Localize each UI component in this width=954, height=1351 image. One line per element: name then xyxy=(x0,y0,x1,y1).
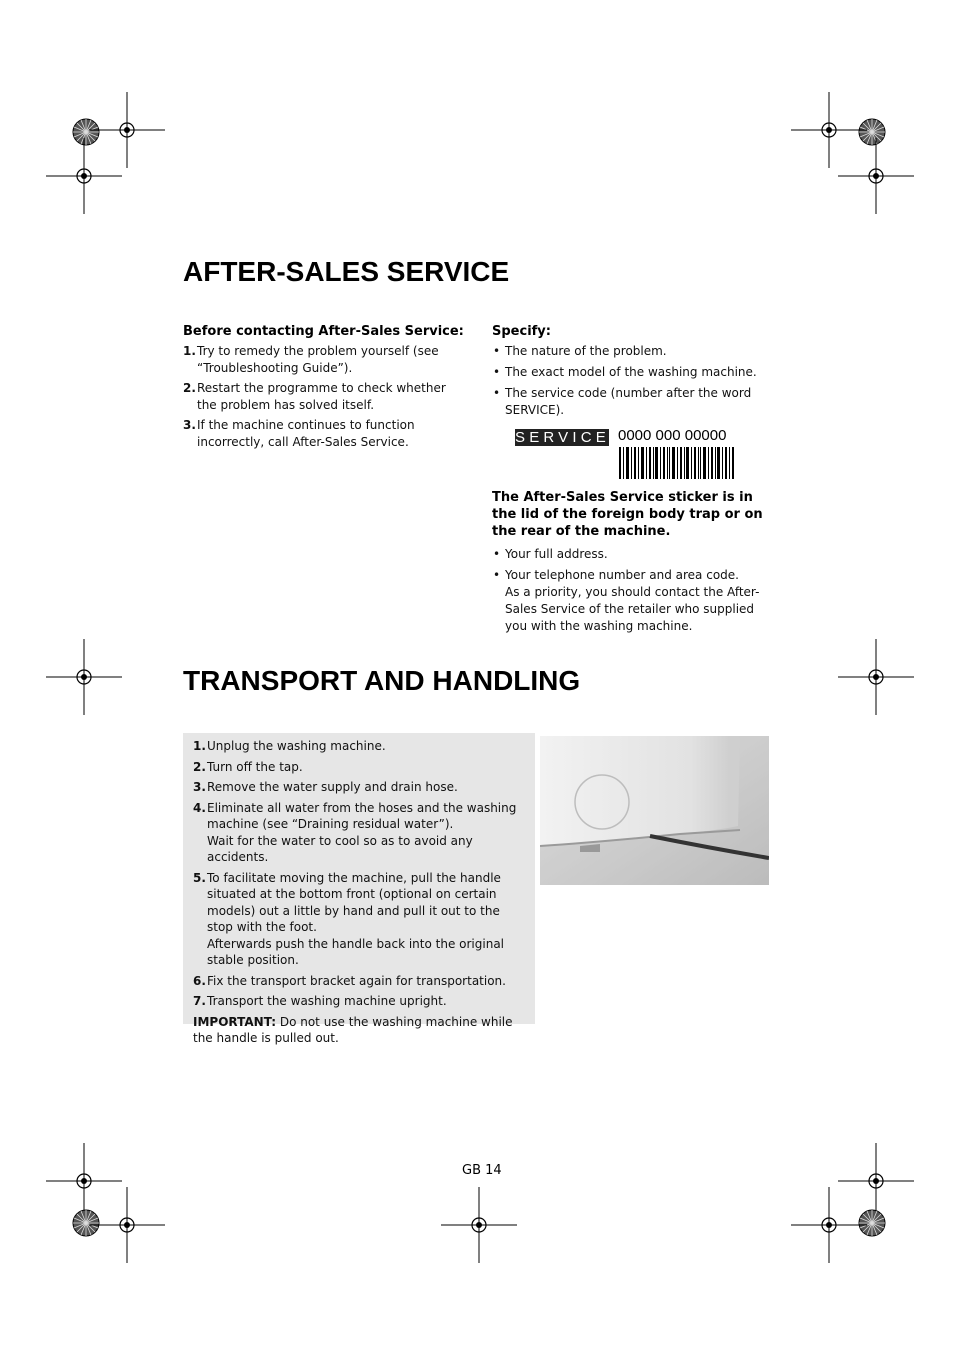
list-item: • The nature of the problem. xyxy=(492,343,777,360)
reg-mark-bottom-center xyxy=(441,1187,517,1263)
important-text: Do not use the washing machine while the handle is pulled out. xyxy=(193,1014,513,1045)
after-sales-title: AFTER-SALES SERVICE xyxy=(183,256,510,287)
list-item: 3. If the machine continues to function incorrectly, call After-Sales Service. xyxy=(183,418,415,449)
sticker-note-section xyxy=(492,489,777,639)
washing-machine-handle-photo xyxy=(540,736,769,885)
before-contacting-heading: Before contacting After-Sales Service: xyxy=(183,324,464,339)
list-item: 4. Eliminate all water from the hoses and the washing machine (see “Draining residual water”). Wait for the water to cool so as to avoid any accidents. xyxy=(193,800,517,864)
list-item: 3. Remove the water supply and drain hose. xyxy=(193,780,458,794)
transport-steps-box xyxy=(183,733,535,1045)
specify-heading: Specify: xyxy=(492,324,551,339)
reg-mark-top-left xyxy=(46,92,165,214)
list-item: • Your telephone number and area code. As a priority, you should contact the After-Sales Service of the retailer who supplied you with the washing machine. xyxy=(492,567,777,635)
list-item: 2. Turn off the tap. xyxy=(193,759,303,774)
service-label: SERVICE xyxy=(515,429,610,446)
list-item: 1. Try to remedy the problem yourself (see “Troubleshooting Guide”). xyxy=(183,344,439,375)
list-item: 6. Fix the transport bracket again for transportation. xyxy=(193,973,506,988)
service-sticker xyxy=(515,428,737,480)
list-item: • Your full address. xyxy=(492,546,777,563)
important-note xyxy=(193,1014,525,1047)
list-item: 1. Unplug the washing machine. xyxy=(193,739,386,753)
page-number: GB 14 xyxy=(462,1163,502,1178)
list-item: • The service code (number after the word SERVICE). xyxy=(492,385,777,419)
specify-list xyxy=(492,343,777,419)
reg-mark-bottom-right xyxy=(791,1143,914,1263)
specify-section xyxy=(492,324,777,423)
list-item: • The exact model of the washing machine. xyxy=(492,364,777,381)
sticker-note: The After-Sales Service sticker is in the lid of the foreign body trap or on the rear of the machine. xyxy=(492,490,763,539)
list-item: 5. To facilitate moving the machine, pull the handle situated at the bottom front (optional on certain models) out a little by hand and pull it out to the stop with the foot. Afterwards push the handle back into the original stable position. xyxy=(193,870,504,967)
contact-list xyxy=(492,546,777,635)
reg-mark-mid-left xyxy=(46,639,122,715)
transport-title: TRANSPORT AND HANDLING xyxy=(183,665,581,696)
service-code: 0000 000 00000 xyxy=(618,427,727,444)
before-contacting-section xyxy=(183,324,468,454)
list-item: 7. Transport the washing machine upright. xyxy=(193,994,447,1008)
barcode-icon xyxy=(619,447,735,479)
reg-mark-bottom-left xyxy=(46,1143,165,1263)
list-item: 2. Restart the programme to check whether the problem has solved itself. xyxy=(183,381,446,412)
important-label: IMPORTANT: xyxy=(193,1014,277,1029)
reg-mark-mid-right xyxy=(838,639,914,715)
before-contacting-steps xyxy=(183,343,468,450)
transport-steps xyxy=(193,738,525,1010)
reg-mark-top-right xyxy=(791,92,914,214)
